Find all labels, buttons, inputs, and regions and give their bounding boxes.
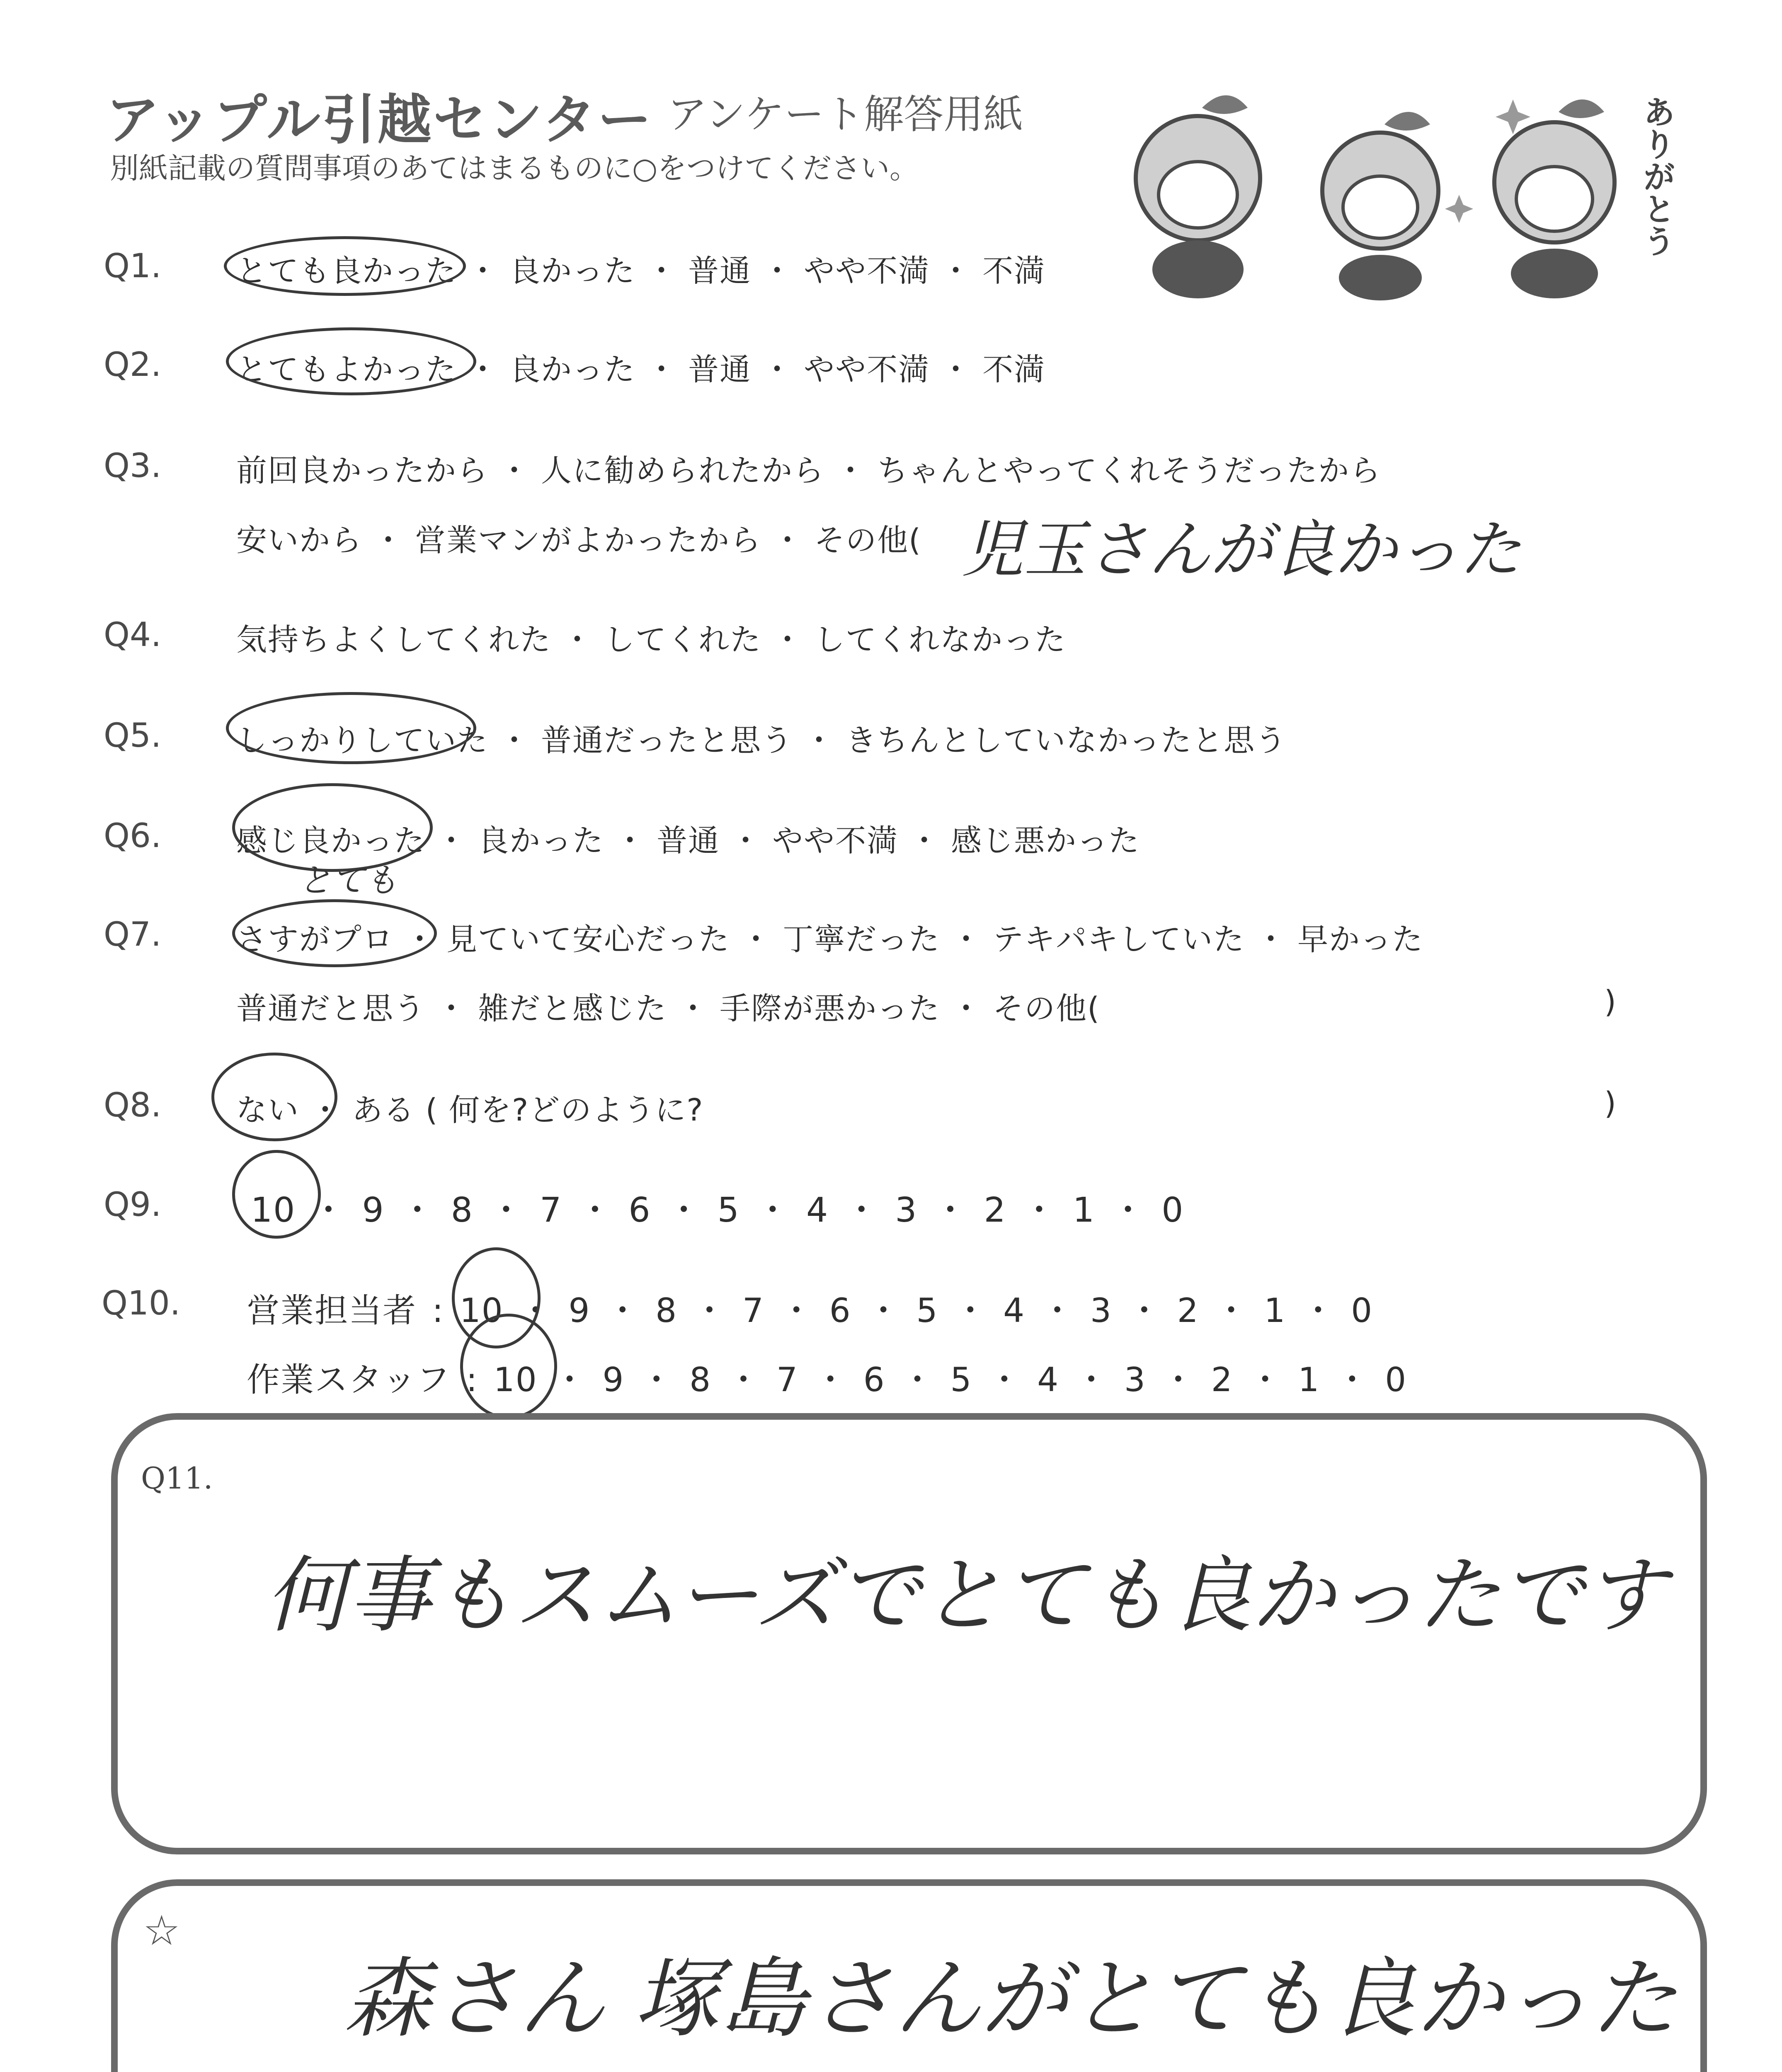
q7-options-line1: さすがプロ ・ 見ていて安心だった ・ 丁寧だった ・ テキパキしていた ・ 早かった xyxy=(236,922,1424,957)
q6-handwritten-note: とても xyxy=(298,861,398,900)
q3-label: Q3. xyxy=(104,446,162,485)
q7-label: Q7. xyxy=(104,915,162,954)
q5-answer-circle xyxy=(226,692,476,764)
q7-options-line2: 普通だと思う ・ 雑だと感じた ・ 手際が悪かった ・ その他( xyxy=(236,991,1101,1026)
q8-close-paren: ) xyxy=(1604,1086,1617,1121)
q10-sales-scale: 営業担当者 : 10 ・ 9 ・ 8 ・ 7 ・ 6 ・ 5 ・ 4 ・ 3 ・ 2 ・ 1 ・ 0 xyxy=(247,1291,1373,1330)
q9-label: Q9. xyxy=(104,1185,162,1224)
q7-close-paren: ) xyxy=(1604,984,1617,1020)
thanks-badge: ありがとう xyxy=(1638,95,1675,257)
q8-label: Q8. xyxy=(104,1086,162,1124)
mascot-illustration xyxy=(1119,70,1679,303)
star-icon: ☆ xyxy=(143,1906,180,1955)
q8-answer-circle xyxy=(211,1053,337,1141)
q7-answer-circle xyxy=(232,899,437,967)
q9-answer-circle xyxy=(232,1150,321,1239)
q5-label: Q5. xyxy=(104,716,162,755)
q11-label: Q11. xyxy=(141,1461,213,1496)
q5-options: しっかりしていた ・ 普通だったと思う ・ きちんとしていなかったと思う xyxy=(236,723,1287,758)
q10-staff-answer-circle xyxy=(460,1314,557,1419)
q3-options-line1: 前回良かったから ・ 人に勧められたから ・ ちゃんとやってくれそうだったから xyxy=(236,453,1382,489)
q2-answer-circle xyxy=(226,327,476,395)
q10-staff-scale: 作業スタッフ : 10 ・ 9 ・ 8 ・ 7 ・ 6 ・ 5 ・ 4 ・ 3 ・ 2 ・ 1 ・ 0 xyxy=(247,1360,1407,1399)
q3-options-line2: 安いから ・ 営業マンがよかったから ・ その他( xyxy=(236,523,921,558)
q6-label: Q6. xyxy=(104,816,162,855)
q4-options: 気持ちよくしてくれた ・ してくれた ・ してくれなかった xyxy=(236,622,1067,658)
star-handwritten-comment: 森さん 塚島さんがとても良かった xyxy=(344,1948,1678,2050)
company-title: アップル引越センター xyxy=(106,88,653,151)
q2-label: Q2. xyxy=(104,345,162,384)
q1-answer-circle xyxy=(224,236,466,296)
q11-handwritten-comment: 何事もスムーズでとても良かったです xyxy=(265,1547,1667,1644)
q10-label: Q10. xyxy=(102,1284,181,1322)
instruction-text: 別紙記載の質問事項のあてはまるものに○をつけてください。 xyxy=(110,151,919,185)
q9-scale: 10 ・ 9 ・ 8 ・ 7 ・ 6 ・ 5 ・ 4 ・ 3 ・ 2 ・ 1 ・ 0 xyxy=(251,1191,1184,1230)
form-subtitle: アンケート解答用紙 xyxy=(667,91,1023,138)
q1-options: とても良かった ・ 良かった ・ 普通 ・ やや不満 ・ 不満 xyxy=(236,253,1046,289)
q3-handwritten-other: 児玉さんが良かった xyxy=(962,514,1522,586)
q2-options: とてもよかった ・ 良かった ・ 普通 ・ やや不満 ・ 不満 xyxy=(236,352,1046,387)
q4-label: Q4. xyxy=(104,615,162,654)
q6-options: 感じ良かった ・ 良かった ・ 普通 ・ やや不満 ・ 感じ悪かった xyxy=(236,823,1140,859)
q8-options: ない ・ ある ( 何を?どのように? xyxy=(236,1092,704,1128)
q1-label: Q1. xyxy=(104,247,162,285)
